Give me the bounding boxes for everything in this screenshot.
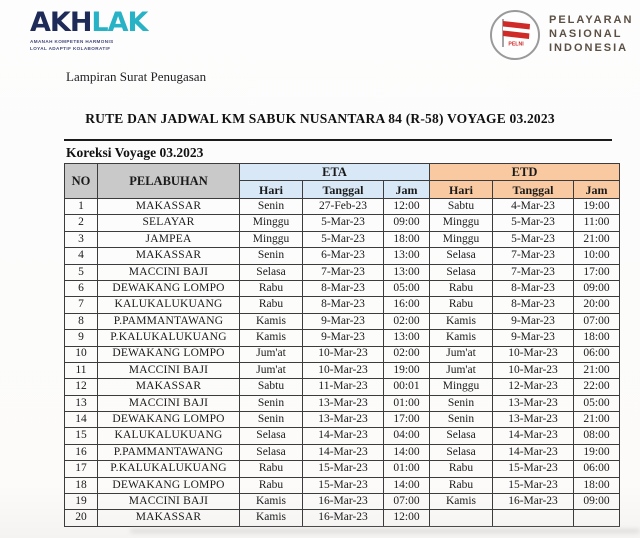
cell-eta-tanggal: 14-Mar-23 xyxy=(303,428,384,444)
cell-etd-tanggal: 5-Mar-23 xyxy=(493,231,574,247)
cell-eta-tanggal: 14-Mar-23 xyxy=(303,444,384,460)
cell-no: 8 xyxy=(65,313,98,329)
cell-etd-jam: 10:00 xyxy=(574,248,620,264)
cell-pelabuhan: KALUKALUKUANG xyxy=(98,428,240,444)
cell-etd-jam: 08:00 xyxy=(574,428,620,444)
scan-shadow xyxy=(130,529,640,533)
cell-eta-hari: Senin xyxy=(240,412,303,428)
cell-pelabuhan: KALUKALUKUANG xyxy=(98,297,240,313)
cell-etd-tanggal: 8-Mar-23 xyxy=(493,280,574,296)
cell-eta-tanggal: 8-Mar-23 xyxy=(303,280,384,296)
cell-pelabuhan: P.KALUKALUKUANG xyxy=(98,461,240,477)
cell-etd-hari: Kamis xyxy=(430,313,493,329)
cell-no: 13 xyxy=(65,395,98,411)
cell-etd-jam: 19:00 xyxy=(574,444,620,460)
cell-eta-jam: 05:00 xyxy=(384,280,430,296)
cell-eta-jam: 00:01 xyxy=(384,379,430,395)
cell-pelabuhan: P.PAMMANTAWANG xyxy=(98,313,240,329)
cell-eta-hari: Kamis xyxy=(240,313,303,329)
correction-label: Koreksi Voyage 03.2023 xyxy=(66,145,204,160)
title-divider xyxy=(64,139,612,141)
akhlak-tagline xyxy=(30,39,142,53)
cell-etd-tanggal: 14-Mar-23 xyxy=(493,428,574,444)
col-header-eta-jam: Jam xyxy=(384,181,430,199)
cell-eta-hari: Minggu xyxy=(240,231,303,247)
cell-etd-hari: Minggu xyxy=(430,215,493,231)
schedule-row xyxy=(65,510,620,526)
cell-etd-hari: Rabu xyxy=(430,280,493,296)
cell-etd-tanggal: 10-Mar-23 xyxy=(493,362,574,378)
cell-eta-tanggal: 5-Mar-23 xyxy=(303,215,384,231)
cell-pelabuhan: DEWAKANG LOMPO xyxy=(98,346,240,362)
schedule-row xyxy=(65,428,620,444)
akhlak-text-primary: AKH xyxy=(30,7,92,38)
schedule-row xyxy=(65,280,620,296)
cell-eta-jam: 07:00 xyxy=(384,494,430,510)
schedule-row xyxy=(65,297,620,313)
cell-etd-jam: 07:00 xyxy=(574,313,620,329)
cell-etd-tanggal: 15-Mar-23 xyxy=(493,461,574,477)
cell-etd-jam: 22:00 xyxy=(574,379,620,395)
col-header-eta-hari: Hari xyxy=(240,181,303,199)
cell-no: 18 xyxy=(65,477,98,493)
col-header-etd-tanggal: Tanggal xyxy=(493,181,574,199)
cell-etd-hari: Sabtu xyxy=(430,199,493,215)
cell-eta-jam: 14:00 xyxy=(384,477,430,493)
cell-eta-tanggal: 10-Mar-23 xyxy=(303,362,384,378)
schedule-row xyxy=(65,395,620,411)
cell-no: 12 xyxy=(65,379,98,395)
cell-eta-hari: Selasa xyxy=(240,428,303,444)
cell-etd-hari: Senin xyxy=(430,412,493,428)
akhlak-tagline-line2: LOYAL ADAPTIF KOLABORATIF xyxy=(30,45,111,51)
cell-no: 17 xyxy=(65,461,98,477)
cell-etd-hari: Minggu xyxy=(430,379,493,395)
cell-pelabuhan: MAKASSAR xyxy=(98,248,240,264)
cell-etd-tanggal: 9-Mar-23 xyxy=(493,313,574,329)
cell-etd-tanggal: 9-Mar-23 xyxy=(493,330,574,346)
cell-pelabuhan: MACCINI BAJI xyxy=(98,494,240,510)
col-header-pelabuhan: PELABUHAN xyxy=(98,164,240,199)
cell-eta-hari: Rabu xyxy=(240,477,303,493)
cell-etd-jam: 11:00 xyxy=(574,215,620,231)
schedule-row xyxy=(65,248,620,264)
page-title: RUTE DAN JADWAL KM SABUK NUSANTARA 84 (R-58) VOYAGE 03.2023 xyxy=(85,111,555,126)
schedule-row xyxy=(65,231,620,247)
cell-no: 5 xyxy=(65,264,98,280)
attachment-label: Lampiran Surat Penugasan xyxy=(66,69,207,84)
schedule-row xyxy=(65,412,620,428)
col-header-etd-jam: Jam xyxy=(574,181,620,199)
cell-eta-tanggal: 10-Mar-23 xyxy=(303,346,384,362)
cell-no: 10 xyxy=(65,346,98,362)
cell-no: 4 xyxy=(65,248,98,264)
akhlak-text-secondary: LAK xyxy=(91,7,148,38)
cell-eta-tanggal: 16-Mar-23 xyxy=(303,494,384,510)
cell-eta-jam: 04:00 xyxy=(384,428,430,444)
cell-no: 1 xyxy=(65,199,98,215)
cell-eta-tanggal: 6-Mar-23 xyxy=(303,248,384,264)
schedule-row xyxy=(65,494,620,510)
cell-no: 15 xyxy=(65,428,98,444)
cell-eta-jam: 17:00 xyxy=(384,412,430,428)
cell-no: 7 xyxy=(65,297,98,313)
cell-etd-hari: Jum'at xyxy=(430,362,493,378)
cell-eta-hari: Rabu xyxy=(240,461,303,477)
cell-etd-hari: Kamis xyxy=(430,494,493,510)
cell-pelabuhan: MACCINI BAJI xyxy=(98,395,240,411)
cell-eta-jam: 19:00 xyxy=(384,362,430,378)
cell-etd-tanggal: 15-Mar-23 xyxy=(493,477,574,493)
cell-etd-tanggal: 7-Mar-23 xyxy=(493,248,574,264)
cell-eta-hari: Kamis xyxy=(240,510,303,526)
schedule-row xyxy=(65,379,620,395)
cell-etd-hari: Rabu xyxy=(430,461,493,477)
cell-etd-hari: Selasa xyxy=(430,248,493,264)
cell-etd-tanggal xyxy=(493,510,574,526)
cell-etd-jam: 20:00 xyxy=(574,297,620,313)
cell-eta-jam: 18:00 xyxy=(384,231,430,247)
cell-eta-hari: Sabtu xyxy=(240,379,303,395)
cell-etd-jam: 09:00 xyxy=(574,494,620,510)
akhlak-wordmark xyxy=(30,9,147,36)
cell-etd-tanggal: 13-Mar-23 xyxy=(493,412,574,428)
col-header-etd-hari: Hari xyxy=(430,181,493,199)
cell-etd-jam: 09:00 xyxy=(574,280,620,296)
cell-etd-tanggal: 12-Mar-23 xyxy=(493,379,574,395)
cell-pelabuhan: P.KALUKALUKUANG xyxy=(98,330,240,346)
cell-eta-tanggal: 27-Feb-23 xyxy=(303,199,384,215)
cell-no: 19 xyxy=(65,494,98,510)
cell-eta-jam: 02:00 xyxy=(384,346,430,362)
cell-eta-jam: 13:00 xyxy=(384,330,430,346)
cell-etd-tanggal: 4-Mar-23 xyxy=(493,199,574,215)
col-header-no: NO xyxy=(65,164,98,199)
cell-eta-jam: 13:00 xyxy=(384,248,430,264)
pelni-name-line2: NASIONAL xyxy=(549,28,623,41)
schedule-row xyxy=(65,313,620,329)
cell-eta-jam: 13:00 xyxy=(384,264,430,280)
cell-eta-hari: Senin xyxy=(240,199,303,215)
cell-eta-tanggal: 9-Mar-23 xyxy=(303,330,384,346)
schedule-row xyxy=(65,444,620,460)
cell-etd-jam xyxy=(574,510,620,526)
cell-etd-hari xyxy=(430,510,493,526)
cell-eta-tanggal: 16-Mar-23 xyxy=(303,510,384,526)
cell-eta-jam: 01:00 xyxy=(384,461,430,477)
cell-pelabuhan: DEWAKANG LOMPO xyxy=(98,477,240,493)
schedule-row xyxy=(65,461,620,477)
cell-etd-jam: 18:00 xyxy=(574,330,620,346)
cell-no: 6 xyxy=(65,280,98,296)
cell-eta-tanggal: 15-Mar-23 xyxy=(303,477,384,493)
cell-etd-tanggal: 7-Mar-23 xyxy=(493,264,574,280)
cell-etd-hari: Selasa xyxy=(430,444,493,460)
cell-etd-hari: Selasa xyxy=(430,264,493,280)
cell-eta-jam: 09:00 xyxy=(384,215,430,231)
schedule-row xyxy=(65,477,620,493)
cell-pelabuhan: DEWAKANG LOMPO xyxy=(98,412,240,428)
cell-etd-jam: 05:00 xyxy=(574,395,620,411)
cell-etd-hari: Senin xyxy=(430,395,493,411)
cell-etd-tanggal: 16-Mar-23 xyxy=(493,494,574,510)
cell-eta-jam: 01:00 xyxy=(384,395,430,411)
pelni-flag-icon xyxy=(490,10,540,60)
cell-etd-tanggal: 14-Mar-23 xyxy=(493,444,574,460)
cell-no: 9 xyxy=(65,330,98,346)
cell-eta-hari: Minggu xyxy=(240,215,303,231)
cell-etd-hari: Rabu xyxy=(430,297,493,313)
cell-eta-jam: 02:00 xyxy=(384,313,430,329)
cell-eta-hari: Jum'at xyxy=(240,346,303,362)
cell-eta-hari: Selasa xyxy=(240,444,303,460)
cell-pelabuhan: MAKASSAR xyxy=(98,199,240,215)
cell-etd-hari: Kamis xyxy=(430,330,493,346)
cell-eta-hari: Senin xyxy=(240,395,303,411)
cell-eta-hari: Senin xyxy=(240,248,303,264)
cell-pelabuhan: MAKASSAR xyxy=(98,510,240,526)
cell-etd-jam: 18:00 xyxy=(574,477,620,493)
pelni-name-line1: PELAYARAN xyxy=(549,14,634,27)
cell-eta-hari: Selasa xyxy=(240,264,303,280)
cell-eta-tanggal: 13-Mar-23 xyxy=(303,395,384,411)
cell-pelabuhan: JAMPEA xyxy=(98,231,240,247)
cell-no: 20 xyxy=(65,510,98,526)
cell-pelabuhan: DEWAKANG LOMPO xyxy=(98,280,240,296)
cell-eta-hari: Kamis xyxy=(240,494,303,510)
cell-eta-jam: 14:00 xyxy=(384,444,430,460)
cell-eta-jam: 12:00 xyxy=(384,510,430,526)
schedule-row xyxy=(65,215,620,231)
cell-eta-jam: 16:00 xyxy=(384,297,430,313)
cell-pelabuhan: SELAYAR xyxy=(98,215,240,231)
schedule-row xyxy=(65,362,620,378)
schedule-table-body xyxy=(65,199,620,527)
akhlak-logo xyxy=(30,9,147,53)
schedule-row xyxy=(65,264,620,280)
cell-no: 16 xyxy=(65,444,98,460)
cell-etd-tanggal: 10-Mar-23 xyxy=(493,346,574,362)
cell-eta-hari: Jum'at xyxy=(240,362,303,378)
pelni-logo xyxy=(490,10,633,60)
cell-no: 11 xyxy=(65,362,98,378)
cell-etd-hari: Jum'at xyxy=(430,346,493,362)
cell-eta-tanggal: 9-Mar-23 xyxy=(303,313,384,329)
cell-eta-tanggal: 8-Mar-23 xyxy=(303,297,384,313)
cell-no: 14 xyxy=(65,412,98,428)
schedule-row xyxy=(65,330,620,346)
cell-etd-jam: 06:00 xyxy=(574,461,620,477)
cell-etd-tanggal: 8-Mar-23 xyxy=(493,297,574,313)
pelni-flag-graphic xyxy=(494,14,536,56)
cell-pelabuhan: MAKASSAR xyxy=(98,379,240,395)
cell-etd-jam: 17:00 xyxy=(574,264,620,280)
cell-no: 3 xyxy=(65,231,98,247)
cell-etd-jam: 19:00 xyxy=(574,199,620,215)
cell-etd-jam: 21:00 xyxy=(574,231,620,247)
cell-pelabuhan: P.PAMMANTAWANG xyxy=(98,444,240,460)
cell-eta-tanggal: 5-Mar-23 xyxy=(303,231,384,247)
cell-etd-tanggal: 13-Mar-23 xyxy=(493,395,574,411)
cell-eta-tanggal: 15-Mar-23 xyxy=(303,461,384,477)
cell-etd-hari: Rabu xyxy=(430,477,493,493)
cell-eta-tanggal: 7-Mar-23 xyxy=(303,264,384,280)
pelni-name-line3: INDONESIA xyxy=(549,41,629,54)
cell-eta-hari: Rabu xyxy=(240,280,303,296)
cell-eta-tanggal: 13-Mar-23 xyxy=(303,412,384,428)
col-group-etd: ETD xyxy=(430,164,620,181)
cell-etd-jam: 21:00 xyxy=(574,362,620,378)
cell-pelabuhan: MACCINI BAJI xyxy=(98,264,240,280)
cell-eta-jam: 12:00 xyxy=(384,199,430,215)
cell-etd-tanggal: 5-Mar-23 xyxy=(493,215,574,231)
cell-etd-hari: Selasa xyxy=(430,428,493,444)
cell-pelabuhan: MACCINI BAJI xyxy=(98,362,240,378)
cell-no: 2 xyxy=(65,215,98,231)
col-header-eta-tanggal: Tanggal xyxy=(303,181,384,199)
cell-etd-hari: Minggu xyxy=(430,231,493,247)
akhlak-tagline-line1: AMANAH KOMPETEN HARMONIS xyxy=(30,39,114,44)
cell-eta-hari: Rabu xyxy=(240,297,303,313)
cell-eta-hari: Kamis xyxy=(240,330,303,346)
cell-eta-tanggal: 11-Mar-23 xyxy=(303,379,384,395)
cell-etd-jam: 06:00 xyxy=(574,346,620,362)
pelni-flag-label: PELNI xyxy=(508,41,524,48)
schedule-table xyxy=(64,163,620,527)
schedule-row xyxy=(65,346,620,362)
col-group-eta: ETA xyxy=(240,164,430,181)
cell-etd-jam: 21:00 xyxy=(574,412,620,428)
pelni-name xyxy=(549,14,633,55)
schedule-row xyxy=(65,199,620,215)
